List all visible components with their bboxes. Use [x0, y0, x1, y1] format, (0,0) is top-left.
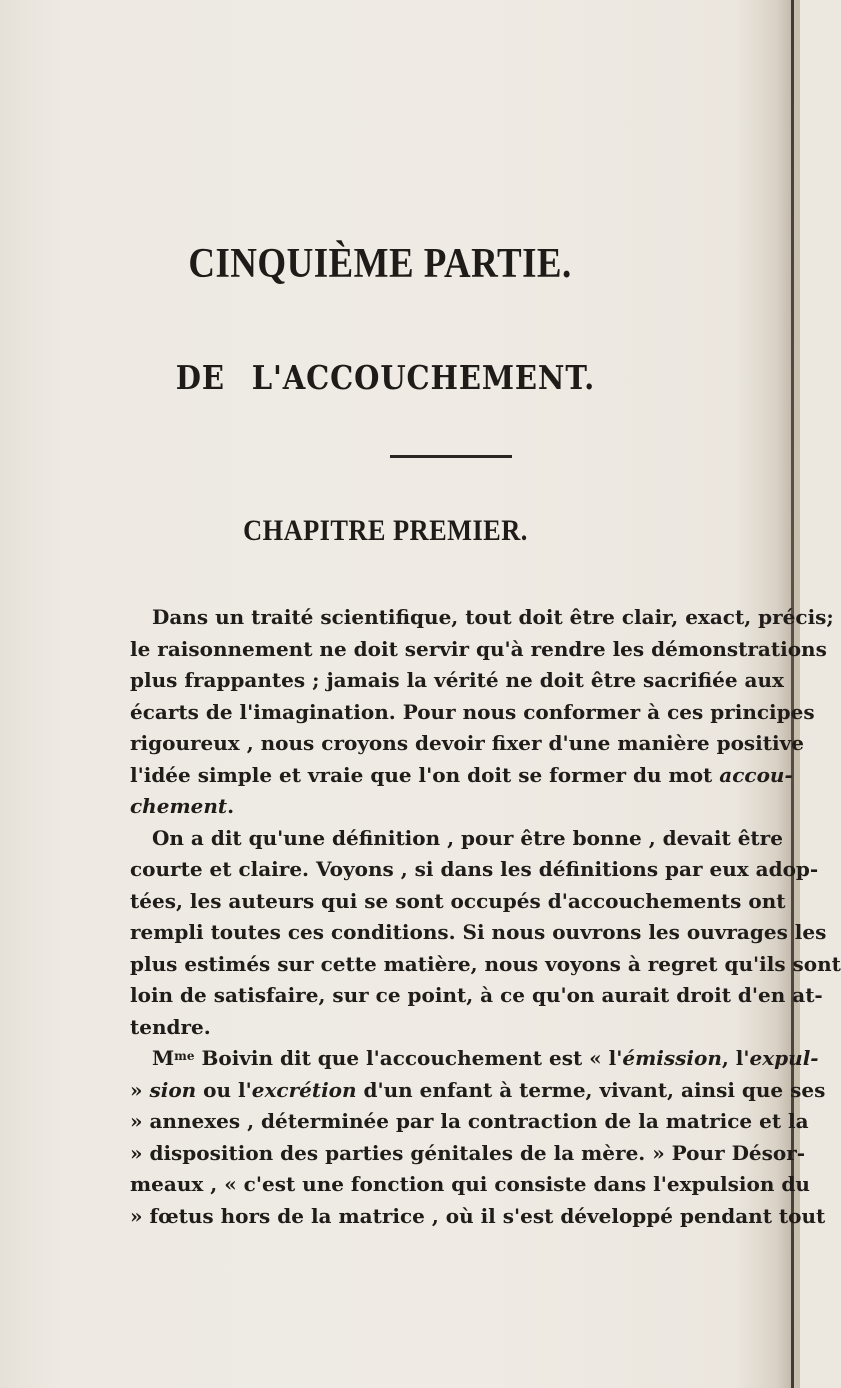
text-line [130, 854, 819, 886]
text-segment: d'un enfant à terme, vivant, ainsi que ses [356, 1077, 826, 1102]
text-segment: Boivin dit que l'accouchement est « l' [194, 1046, 623, 1070]
text-segment: plus frappantes ; jamais la vérité ne doit être sacrifiée aux [130, 668, 784, 692]
text-line [130, 949, 841, 981]
title-divider [390, 455, 512, 458]
text-segment: tendre. [130, 1014, 211, 1039]
text-segment: courte et claire. Voyons , si dans les définitions par eux adop- [130, 857, 819, 881]
part-title: CINQUIÈME PARTIE. [188, 241, 572, 287]
italic-text: excrétion [251, 1077, 357, 1102]
text-segment: ou l' [196, 1077, 252, 1102]
text-segment: rigoureux , nous croyons devoir fixer d'une manière positive [130, 731, 804, 755]
text-segment: » [130, 1077, 150, 1102]
text-line [130, 602, 834, 634]
text-line [130, 1043, 819, 1075]
text-line [130, 1106, 809, 1138]
text-line [130, 1201, 826, 1233]
text-segment: » annexes , déterminée par la contraction de la matrice et la [130, 1109, 809, 1133]
text-line [130, 665, 784, 697]
text-segment: tées, les auteurs qui se sont occupés d'accouchements ont [130, 888, 786, 913]
text-segment: On a dit qu'une définition , pour être bonne , devait être [152, 825, 783, 850]
text-segment: M [152, 1046, 175, 1070]
text-line [130, 1138, 806, 1170]
text-segment: écarts de l'imagination. Pour nous conformer à ces principes [130, 699, 815, 724]
text-line [130, 1169, 810, 1201]
text-segment: . [227, 794, 235, 818]
text-segment: rempli toutes ces conditions. Si nous ouvrons les ouvrages les [130, 920, 827, 944]
text-line [130, 917, 827, 949]
section-title: DE L'ACCOUCHEMENT. [175, 358, 596, 397]
text-segment: meaux , « c'est une fonction qui consiste dans l'expulsion du [130, 1172, 810, 1196]
text-segment: » disposition des parties génitales de la mère. » Pour Désor- [130, 1140, 806, 1165]
text-line [130, 760, 793, 792]
italic-text: sion [149, 1077, 197, 1102]
chapter-title: CHAPITRE PREMIER. [243, 514, 528, 547]
text-line [130, 697, 815, 729]
body-text [130, 602, 841, 1232]
text-segment: le raisonnement ne doit servir qu'à rendre les démonstrations [130, 636, 827, 661]
text-segment: plus estimés sur cette matière, nous voyons à regret qu'ils sont [130, 951, 841, 976]
text-line [130, 823, 783, 855]
italic-text: expul- [749, 1046, 819, 1070]
text-segment: loin de satisfaire, sur ce point, à ce qu'on aurait droit d'en at- [130, 983, 823, 1007]
text-line [130, 728, 804, 760]
italic-text: chement [130, 794, 228, 818]
text-segment: l'idée simple et vraie que l'on doit se former du mot [130, 762, 720, 787]
text-segment: » fœtus hors de la matrice , où il s'est développé pendant tout [130, 1203, 826, 1228]
italic-text: accou- [719, 762, 793, 787]
text-line [130, 634, 827, 666]
text-line [130, 1075, 826, 1107]
text-line [130, 1012, 746, 1044]
text-line [130, 791, 746, 823]
text-line [130, 886, 786, 918]
superscript-text: me [174, 1049, 195, 1063]
italic-text: émission [622, 1046, 722, 1070]
text-segment: Dans un traité scientifique, tout doit être clair, exact, précis; [152, 605, 834, 629]
text-line [130, 980, 823, 1012]
text-segment: , l' [721, 1046, 750, 1070]
